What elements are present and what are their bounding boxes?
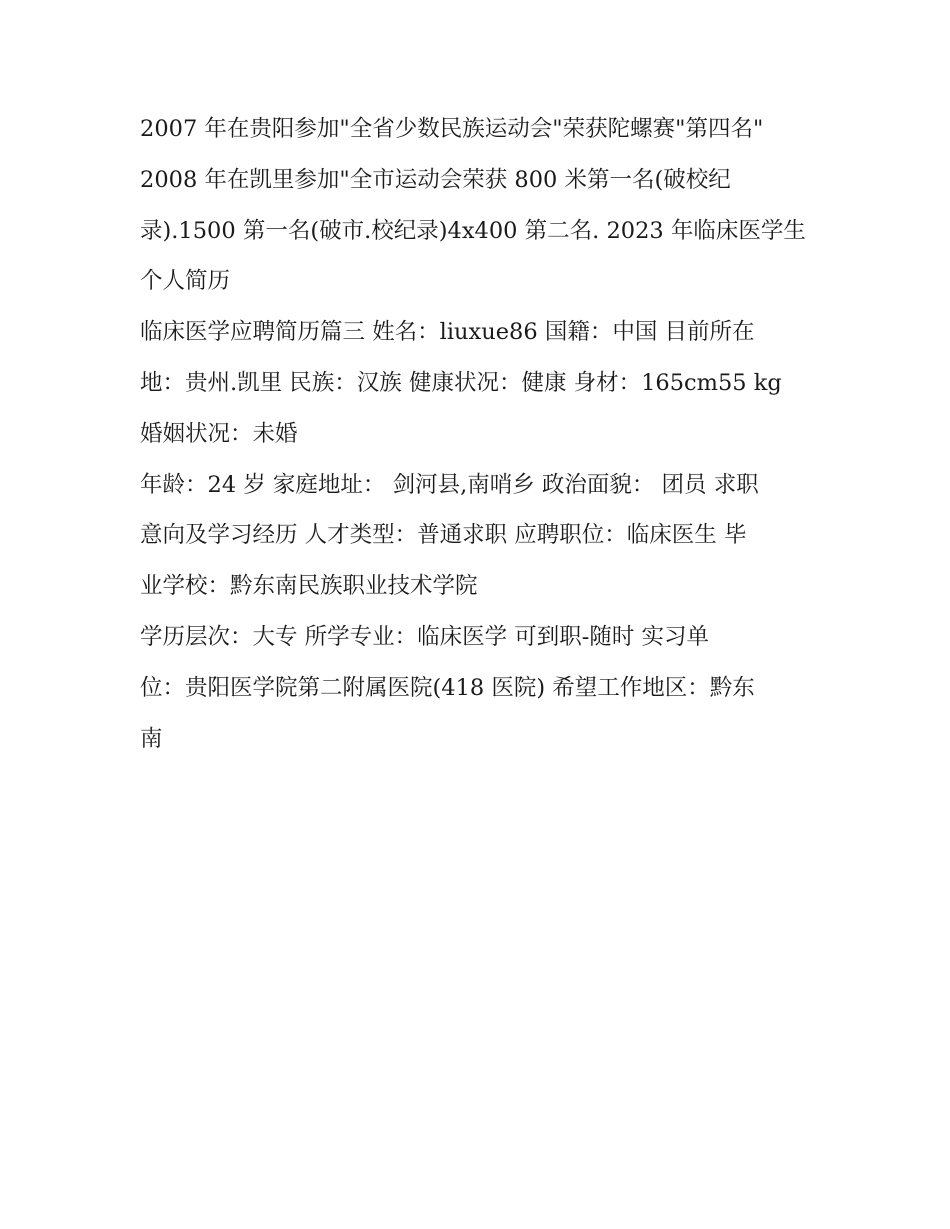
text-line: 南 <box>140 725 163 752</box>
text-line: 业学校：黔东南民族职业技术学院 <box>140 573 478 600</box>
paragraph-sports-2007 <box>140 104 812 155</box>
text-line: 婚姻状况：未婚 <box>140 420 298 447</box>
text-line: 位：贵阳医学院第二附属医院(418 医院) 希望工作地区：黔东 <box>140 674 755 701</box>
text-line: 临床医学应聘简历篇三 姓名：liuxue86 国籍：中国 目前所在 <box>140 319 755 346</box>
text-line: 地：贵州.凯里 民族：汉族 健康状况：健康 身材：165cm55 kg <box>140 369 782 396</box>
text-line: 意向及学习经历 人才类型：普通求职 应聘职位：临床医生 毕 <box>140 522 747 549</box>
text-line: 个人简历 <box>140 268 231 295</box>
text-line: 学历层次：大专 所学专业：临床医学 可到职-随时 实习单 <box>140 623 710 650</box>
paragraph-personal-info <box>140 307 812 459</box>
paragraph-sports-2008 <box>140 155 812 307</box>
text-line: 年龄：24 岁 家庭地址： 剑河县,南哨乡 政治面貌： 团员 求职 <box>140 471 759 498</box>
text-line: 录).1500 第一名(破市.校纪录)4x400 第二名. 2023 年临床医学生 <box>140 217 806 244</box>
text-line: 2008 年在凯里参加"全市运动会荣获 800 米第一名(破校纪 <box>140 166 731 193</box>
paragraph-job-intent <box>140 460 812 612</box>
document-body <box>140 104 812 764</box>
paragraph-education <box>140 612 812 764</box>
text-line: 2007 年在贵阳参加"全省少数民族运动会"荣获陀螺赛"第四名" <box>140 116 764 142</box>
